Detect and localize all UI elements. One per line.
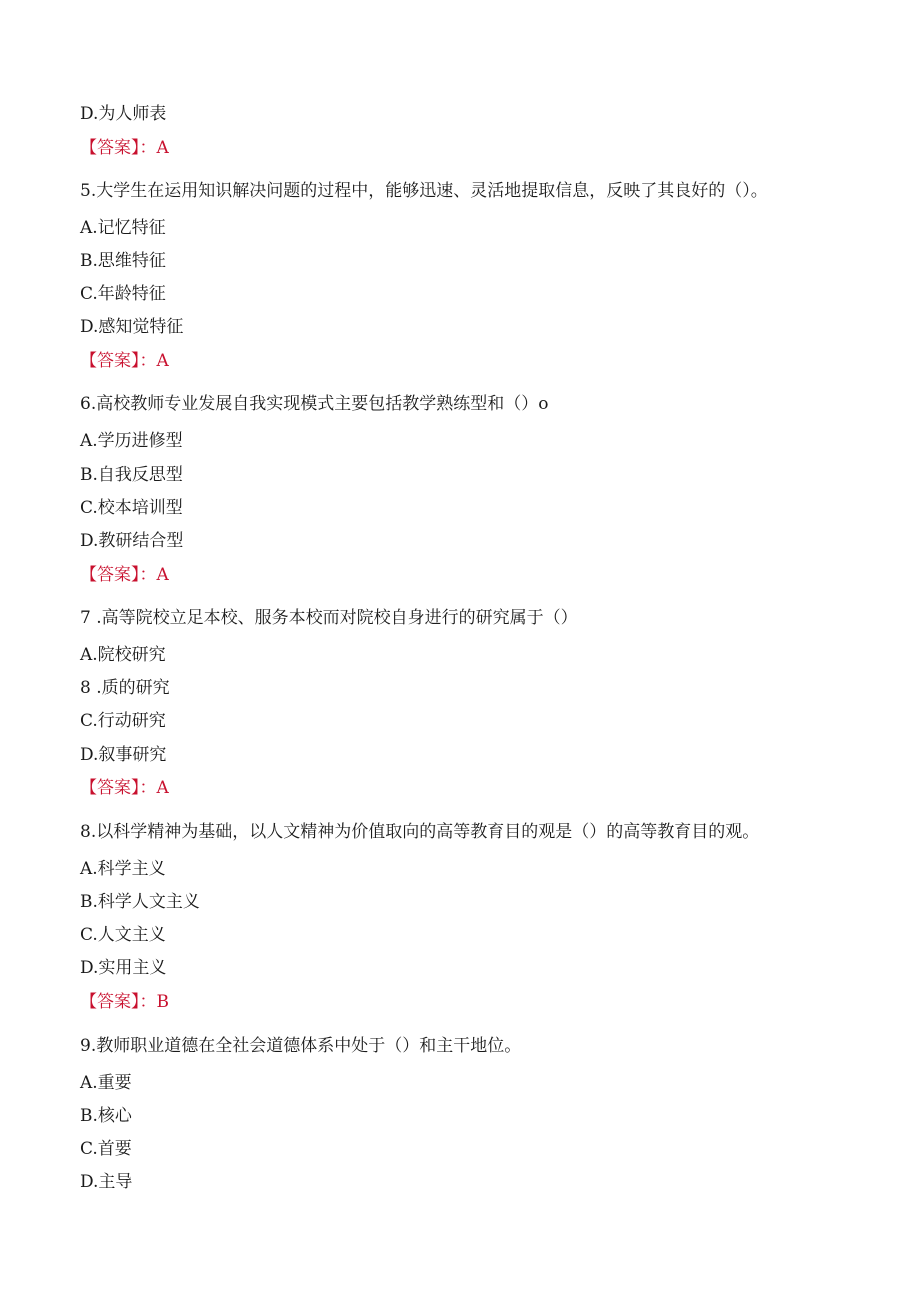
answer-line: 【答案】：A bbox=[80, 351, 169, 371]
answer-line: 【答案】：B bbox=[80, 992, 169, 1012]
option-line: D.实用主义 bbox=[80, 958, 167, 978]
option-line: D.叙事研究 bbox=[80, 745, 167, 765]
option-line: B.核心 bbox=[80, 1106, 132, 1126]
option-line: A.科学主义 bbox=[80, 859, 166, 879]
option-line: C.行动研究 bbox=[80, 711, 166, 731]
option-line: A.记忆特征 bbox=[80, 218, 166, 238]
option-line: B.自我反思型 bbox=[80, 465, 183, 485]
answer-line: 【答案】：A bbox=[80, 565, 169, 585]
answer-line: 【答案】：A bbox=[80, 138, 169, 158]
option-line: D.主导 bbox=[80, 1172, 133, 1192]
option-line: A.重要 bbox=[80, 1073, 132, 1093]
option-line: B.科学人文主义 bbox=[80, 892, 200, 912]
option-line: C.校本培训型 bbox=[80, 498, 183, 518]
option-line: C.首要 bbox=[80, 1139, 132, 1159]
option-line: A.学历进修型 bbox=[80, 431, 183, 451]
question-line: 7 .高等院校立足本校、服务本校而对院校自身进行的研究属于（） bbox=[80, 608, 578, 628]
question-line: 8.以科学精神为基础，以人文精神为价值取向的高等教育目的观是（）的高等教育目的观。 bbox=[80, 822, 760, 842]
option-line: B.思维特征 bbox=[80, 251, 166, 271]
question-line: 9.教师职业道德在全社会道德体系中处于（）和主干地位。 bbox=[80, 1036, 522, 1056]
option-line: D.感知觉特征 bbox=[80, 317, 184, 337]
question-line: 5.大学生在运用知识解决问题的过程中，能够迅速、灵活地提取信息，反映了其良好的（）。 bbox=[80, 181, 768, 201]
question-line: 6.高校教师专业发展自我实现模式主要包括教学熟练型和（）o bbox=[80, 394, 549, 414]
option-line: D.教研结合型 bbox=[80, 531, 184, 551]
option-line: C.年龄特征 bbox=[80, 284, 166, 304]
option-line: C.人文主义 bbox=[80, 925, 166, 945]
option-line: D.为人师表 bbox=[80, 104, 167, 124]
answer-line: 【答案】：A bbox=[80, 778, 169, 798]
option-line: 8 .质的研究 bbox=[80, 678, 170, 698]
option-line: A.院校研究 bbox=[80, 645, 166, 665]
